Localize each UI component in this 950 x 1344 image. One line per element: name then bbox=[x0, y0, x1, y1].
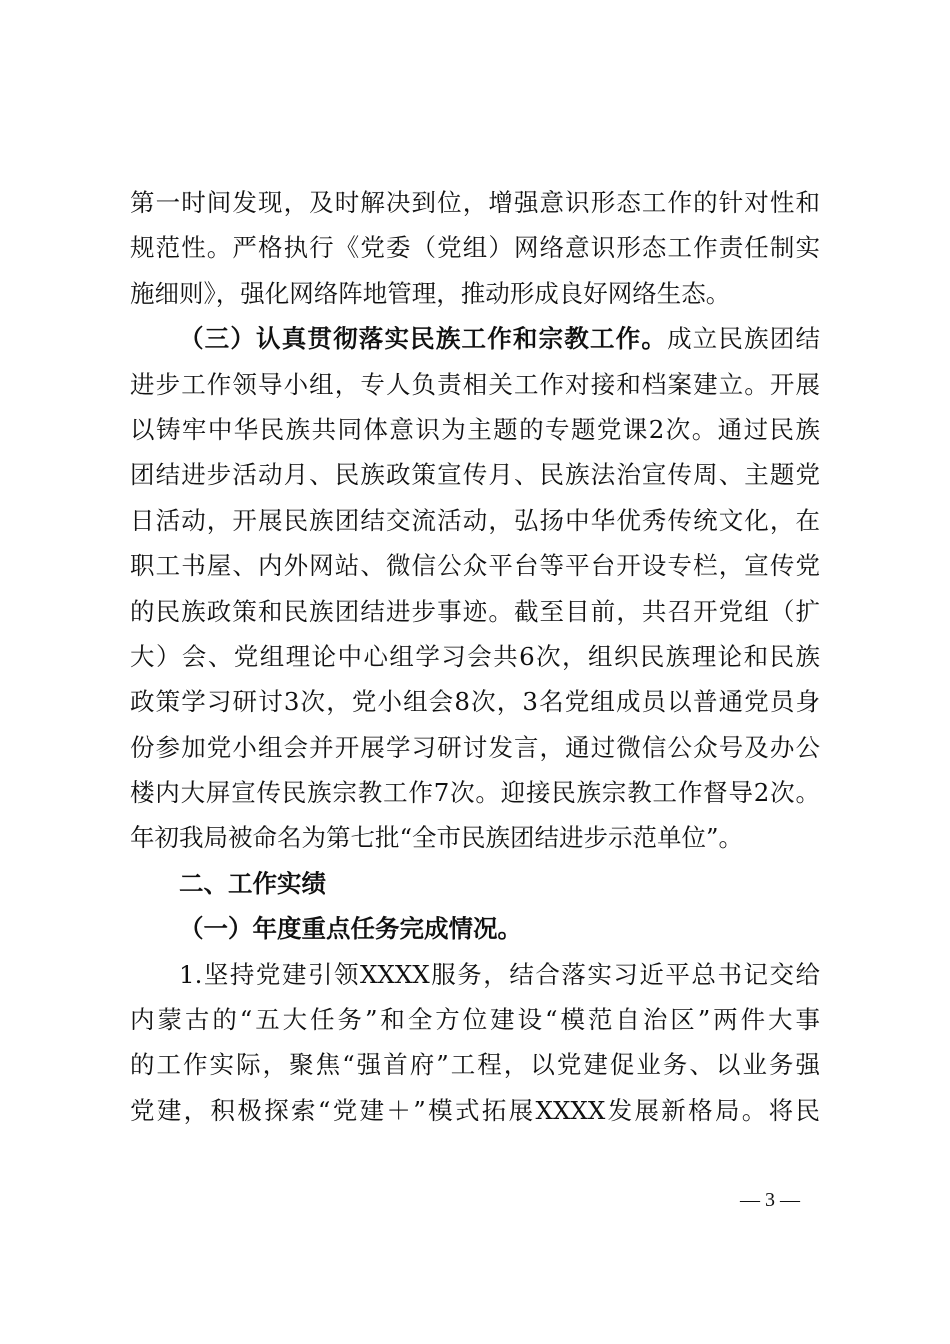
section-three-heading: （三）认真贯彻落实民族工作和宗教工作。 bbox=[179, 324, 668, 354]
section-three-first-line-rest: 成立民族团结 bbox=[667, 324, 820, 354]
paragraph-line: 党建，积极探索“党建＋”模式拓展XXXX发展新格局。将民 bbox=[130, 1095, 820, 1125]
item-one-first-line: 1.坚持党建引领XXXX服务，结合落实习近平总书记交给 bbox=[179, 959, 820, 989]
page-number: — 3 — bbox=[740, 1189, 800, 1211]
paragraph-line: 楼内大屏宣传民族宗教工作7次。迎接民族宗教工作督导2次。 bbox=[130, 778, 820, 808]
document-body bbox=[130, 180, 820, 1133]
paragraph-line: 大）会、党组理论中心组学习会共6次，组织民族理论和民族 bbox=[130, 641, 820, 671]
paragraph-line: 以铸牢中华民族共同体意识为主题的专题党课2次。通过民族 bbox=[130, 414, 820, 444]
section-two-heading: 二、工作实绩 bbox=[179, 868, 326, 898]
subsection-one-heading: （一）年度重点任务完成情况。 bbox=[179, 914, 522, 944]
paragraph-line: 日活动，开展民族团结交流活动，弘扬中华优秀传统文化，在 bbox=[130, 505, 820, 535]
paragraph-line: 施细则》，强化网络阵地管理，推动形成良好网络生态。 bbox=[130, 278, 731, 308]
section-three-first-line bbox=[130, 316, 820, 361]
paragraph-line: 进步工作领导小组，专人负责相关工作对接和档案建立。开展 bbox=[130, 369, 820, 399]
paragraph-line: 团结进步活动月、民族政策宣传月、民族法治宣传周、主题党 bbox=[130, 460, 820, 490]
paragraph-line: 政策学习研讨3次，党小组会8次，3名党组成员以普通党员身 bbox=[130, 687, 820, 717]
paragraph-line: 的工作实际，聚焦“强首府”工程，以党建促业务、以业务强 bbox=[130, 1050, 820, 1080]
paragraph-line: 规范性。严格执行《党委（党组）网络意识形态工作责任制实 bbox=[130, 233, 820, 263]
paragraph-line: 份参加党小组会并开展学习研讨发言，通过微信公众号及办公 bbox=[130, 732, 820, 762]
paragraph-line: 年初我局被命名为第七批“全市民族团结进步示范单位”。 bbox=[130, 823, 744, 853]
paragraph-line: 的民族政策和民族团结进步事迹。截至目前，共召开党组（扩 bbox=[130, 596, 820, 626]
paragraph-line: 第一时间发现，及时解决到位，增强意识形态工作的针对性和 bbox=[130, 188, 820, 217]
paragraph-line: 职工书屋、内外网站、微信公众平台等平台开设专栏，宣传党 bbox=[130, 551, 820, 581]
paragraph-line: 内蒙古的“五大任务”和全方位建设“模范自治区”两件大事 bbox=[130, 1005, 820, 1035]
